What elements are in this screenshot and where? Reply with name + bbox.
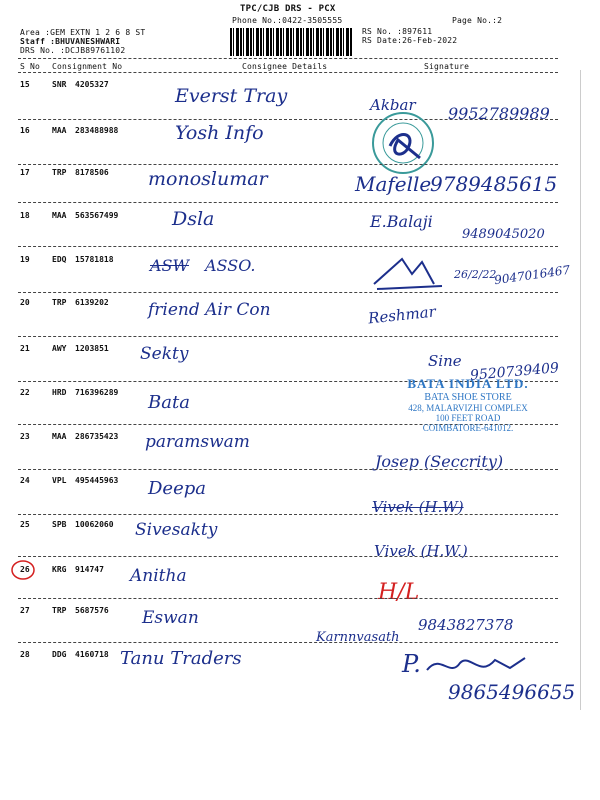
row-code: MAA [52, 211, 67, 220]
drs-number: DRS No. :DCJB89761102 [20, 46, 126, 55]
consignee-handwriting: Deepa [148, 478, 206, 499]
consignee-handwriting: Sekty [140, 344, 189, 364]
row-consignment: 4205327 [75, 80, 109, 89]
row-code: KRG [52, 565, 67, 574]
row-divider [18, 292, 558, 293]
document-title: TPC/CJB DRS - PCX [240, 4, 336, 14]
phone-handwriting: 9843827378 [418, 616, 514, 634]
stamp-line-address3: COIMBATORE-641012. [422, 423, 514, 433]
column-signature: Signature [424, 62, 470, 71]
consignee-handwriting: Yosh Info [175, 122, 264, 144]
row-code: TRP [52, 168, 67, 177]
signature-handwriting: Vivek (H.W.) [374, 542, 468, 560]
row-sno: 20 [20, 298, 30, 307]
row-consignment: 283488988 [75, 126, 119, 135]
row-divider [18, 246, 558, 247]
round-stamp-icon [368, 108, 438, 178]
column-consignee: Consignee Details [242, 62, 328, 71]
signature-handwriting: Sine [428, 352, 462, 370]
row-sno: 18 [20, 211, 30, 220]
row-sno: 25 [20, 520, 30, 529]
stamp-line-address2: 100 FEET ROAD [435, 413, 501, 423]
row-sno: 26 [20, 565, 30, 574]
consignee-handwriting: Bata [148, 392, 190, 413]
phone-handwriting: 9789485615 [430, 172, 558, 196]
row-sno: 19 [20, 255, 30, 264]
row-consignment: 563567499 [75, 211, 119, 220]
row-code: SNR [52, 80, 67, 89]
signature-handwriting: H/L [378, 580, 420, 605]
row-sno: 15 [20, 80, 30, 89]
area-field: Area :GEM EXTN 1 2 6 8 ST [20, 28, 146, 37]
rs-number: RS No. :897611 [362, 27, 433, 36]
row-sno: 22 [20, 388, 30, 397]
row-divider [18, 164, 558, 165]
stamp-line-company: BATA INDIA LTD. [407, 376, 529, 391]
phone-number: Phone No.:0422-3505555 [232, 16, 343, 25]
row-sno: 27 [20, 606, 30, 615]
row-divider [18, 119, 558, 120]
consignee-handwriting: monoslumar [148, 168, 268, 190]
header-divider [18, 58, 558, 59]
row-consignment: 10062060 [75, 520, 114, 529]
row-consignment: 495445963 [75, 476, 119, 485]
row-consignment: 286735423 [75, 432, 119, 441]
staff-field: Staff :BHUVANESHWARI [20, 37, 121, 46]
row-consignment: 914747 [75, 565, 104, 574]
row-sno: 28 [20, 650, 30, 659]
row-divider [18, 469, 558, 470]
signature-handwriting: Akbar [370, 96, 416, 114]
consignee-scribble: ASW [150, 256, 189, 275]
consignee-handwriting: paramswam [145, 432, 250, 452]
phone-handwriting: 9489045020 [462, 227, 545, 242]
column-divider [18, 72, 558, 73]
signature-date: 26/2/22 [454, 268, 497, 281]
margin-line [580, 70, 581, 710]
row-code: DDG [52, 650, 67, 659]
row-divider [18, 514, 558, 515]
page-number: Page No.:2 [452, 16, 503, 25]
row-divider [18, 336, 558, 337]
consignee-handwriting: Sivesakty [135, 520, 218, 540]
rs-date: RS Date:26-Feb-2022 [362, 36, 458, 45]
row-consignment: 6139202 [75, 298, 109, 307]
phone-handwriting: 9952789989 [448, 104, 550, 123]
phone-handwriting: 9520739409 [469, 360, 560, 384]
column-sno: S No [20, 62, 41, 71]
row-sno: 24 [20, 476, 30, 485]
consignee-handwriting: Anitha [130, 566, 187, 586]
column-consignment: Consignment No [52, 62, 123, 71]
row-consignment: 4160718 [75, 650, 109, 659]
row-code: VPL [52, 476, 67, 485]
row-sno: 17 [20, 168, 30, 177]
row-consignment: 1203851 [75, 344, 109, 353]
consignee-handwriting: Tanu Traders [120, 648, 242, 669]
signature-scribble-icon [372, 254, 452, 294]
row-sno: 16 [20, 126, 30, 135]
stamp-line-address1: 428, MALARVIZHI COMPLEX [408, 403, 528, 413]
row-divider [18, 598, 558, 599]
signature-handwriting: Mafelle [355, 172, 432, 196]
signature-handwriting: Karnnvasath [316, 630, 400, 645]
barcode [230, 28, 352, 56]
signature-handwriting: Vivek (H.W) [372, 498, 464, 516]
signature-handwriting: Josep (Seccrity) [375, 452, 504, 471]
row-divider [18, 202, 558, 203]
row-code: SPB [52, 520, 67, 529]
row-consignment: 8178506 [75, 168, 109, 177]
stamp-line-store: BATA SHOE STORE [424, 392, 512, 403]
row-code: TRP [52, 606, 67, 615]
row-divider [18, 556, 558, 557]
row-code: MAA [52, 126, 67, 135]
signature-handwriting: Reshmar [367, 302, 437, 328]
row-divider [18, 642, 558, 643]
bata-stamp [378, 376, 558, 433]
consignee-handwriting: Everst Tray [175, 85, 288, 107]
phone-handwriting: 9865496655 [448, 680, 576, 704]
signature-handwriting: E.Balaji [370, 212, 433, 231]
row-code: HRD [52, 388, 67, 397]
consignee-handwriting: ASSO. [205, 256, 256, 275]
consignee-handwriting: Dsla [172, 208, 215, 230]
row-consignment: 716396289 [75, 388, 119, 397]
consignee-handwriting: Eswan [142, 608, 199, 628]
row-code: MAA [52, 432, 67, 441]
phone-handwriting: 9047016467 [493, 262, 571, 288]
row-sno: 21 [20, 344, 30, 353]
row-consignment: 5687576 [75, 606, 109, 615]
row-code: EDQ [52, 255, 67, 264]
row-consignment: 15781818 [75, 255, 114, 264]
row-sno: 23 [20, 432, 30, 441]
signature-handwriting: P. [402, 650, 421, 678]
row-code: AWY [52, 344, 67, 353]
row-code: TRP [52, 298, 67, 307]
signature-scribble-icon [425, 648, 530, 683]
consignee-handwriting: friend Air Con [148, 300, 271, 320]
